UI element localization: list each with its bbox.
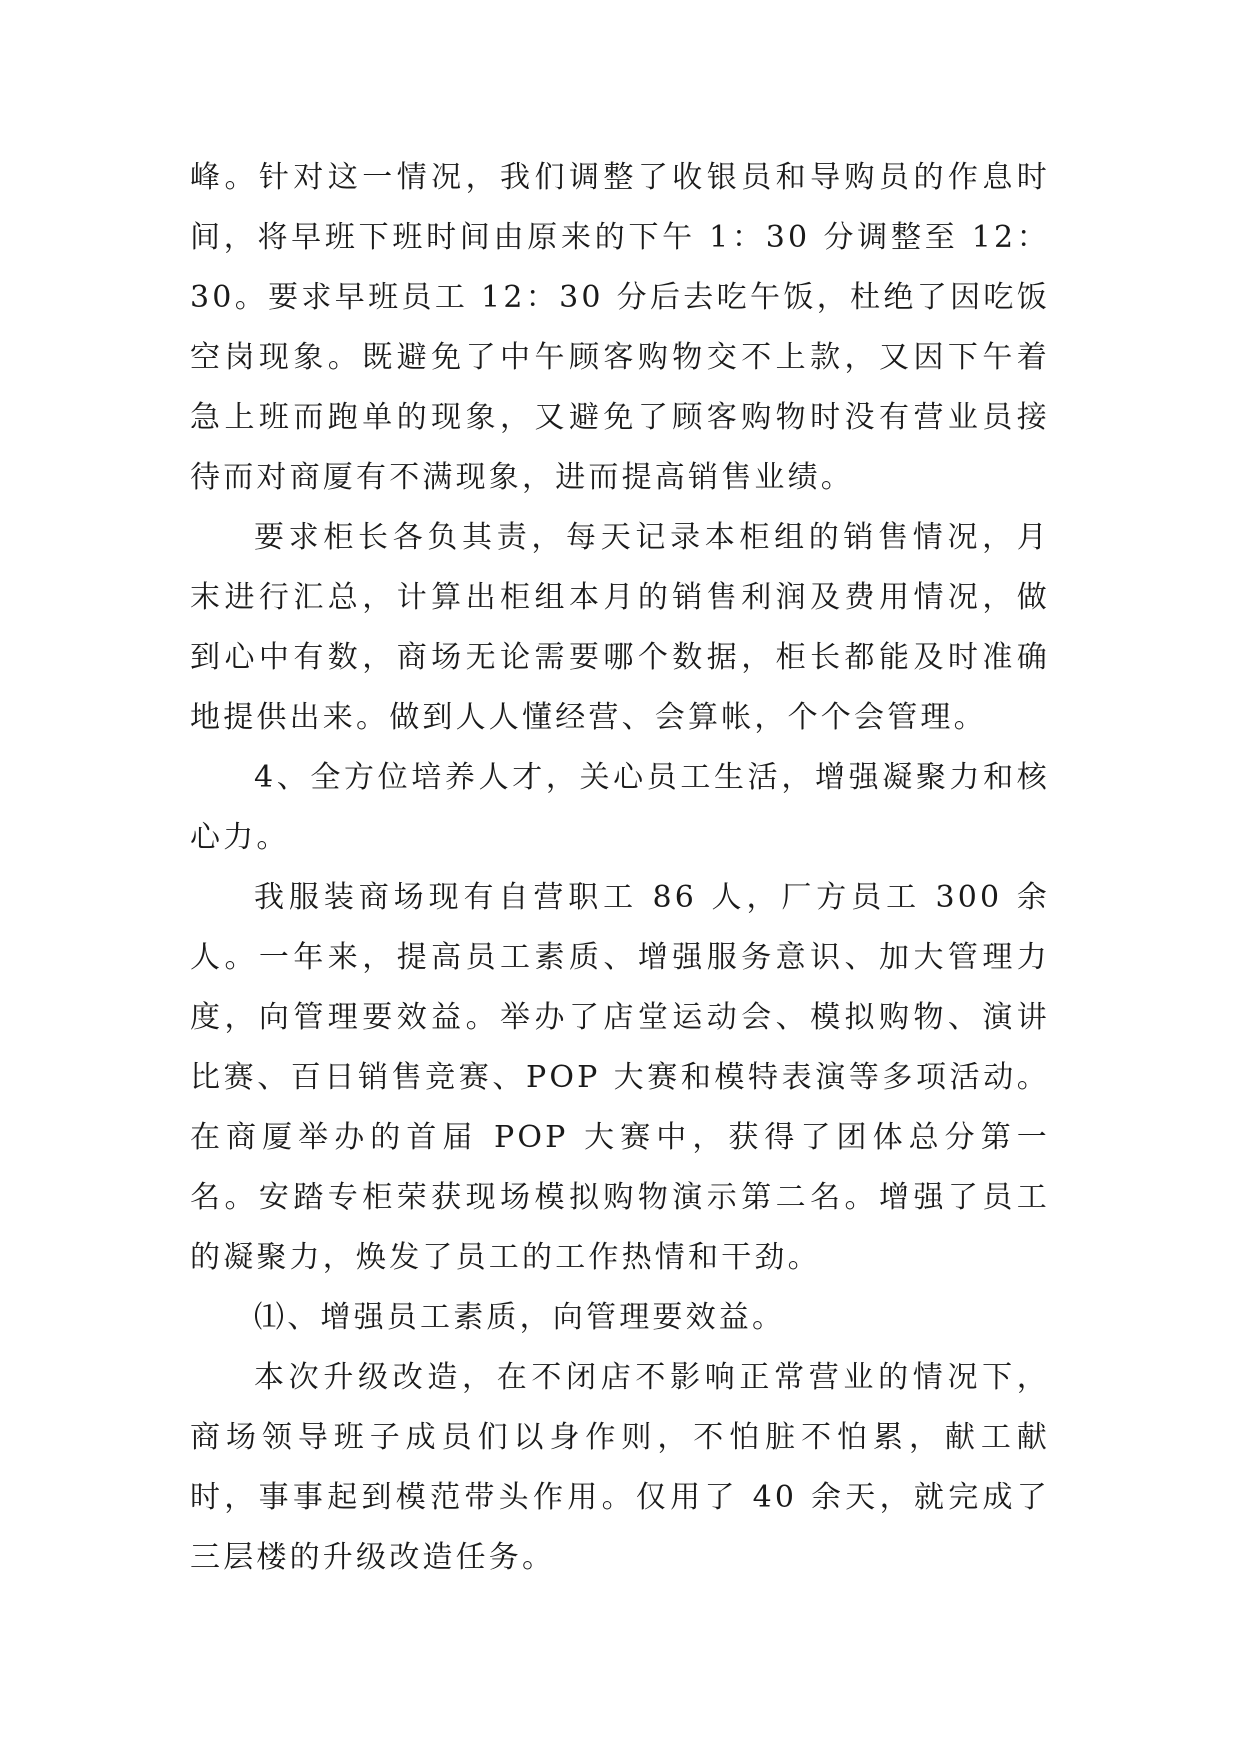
paragraph-2: 要求柜长各负其责，每天记录本柜组的销售情况，月末进行汇总，计算出柜组本月的销售利润及费用情况，做到心中有数，商场无论需要哪个数据，柜长都能及时准确地提供出来。做到人人懂经营、会算帐，个个会管理。 bbox=[190, 520, 1050, 735]
paragraph-6: 本次升级改造，在不闭店不影响正常营业的情况下，商场领导班子成员们以身作则，不怕脏不怕累，献工献时，事事起到模范带头作用。仅用了 40 余天，就完成了三层楼的升级改造任务。 bbox=[190, 1360, 1050, 1575]
paragraph-5: ⑴、增强员工素质，向管理要效益。 bbox=[254, 1300, 786, 1335]
document-body bbox=[190, 148, 1050, 1588]
paragraph-1: 峰。针对这一情况，我们调整了收银员和导购员的作息时间，将早班下班时间由原来的下午 1：30 分调整至 12：30。要求早班员工 12：30 分后去吃午饭，杜绝了因吃饭空岗现象。既避免了中午顾客购物交不上款，又因下午着急上班而跑单的现象，又避免了顾客购物时没有营业员接待而对商厦有不满现象，进而提高销售业绩。 bbox=[190, 160, 1050, 495]
paragraph-3: 4、全方位培养人才，关心员工生活，增强凝聚力和核心力。 bbox=[190, 760, 1050, 855]
paragraph-4: 我服装商场现有自营职工 86 人，厂方员工 300 余人。一年来，提高员工素质、增强服务意识、加大管理力度，向管理要效益。举办了店堂运动会、模拟购物、演讲比赛、百日销售竞赛、POP 大赛和模特表演等多项活动。在商厦举办的首届 POP 大赛中，获得了团体总分第一名。安踏专柜荣获现场模拟购物演示第二名。增强了员工的凝聚力，焕发了员工的工作热情和干劲。 bbox=[190, 880, 1050, 1275]
